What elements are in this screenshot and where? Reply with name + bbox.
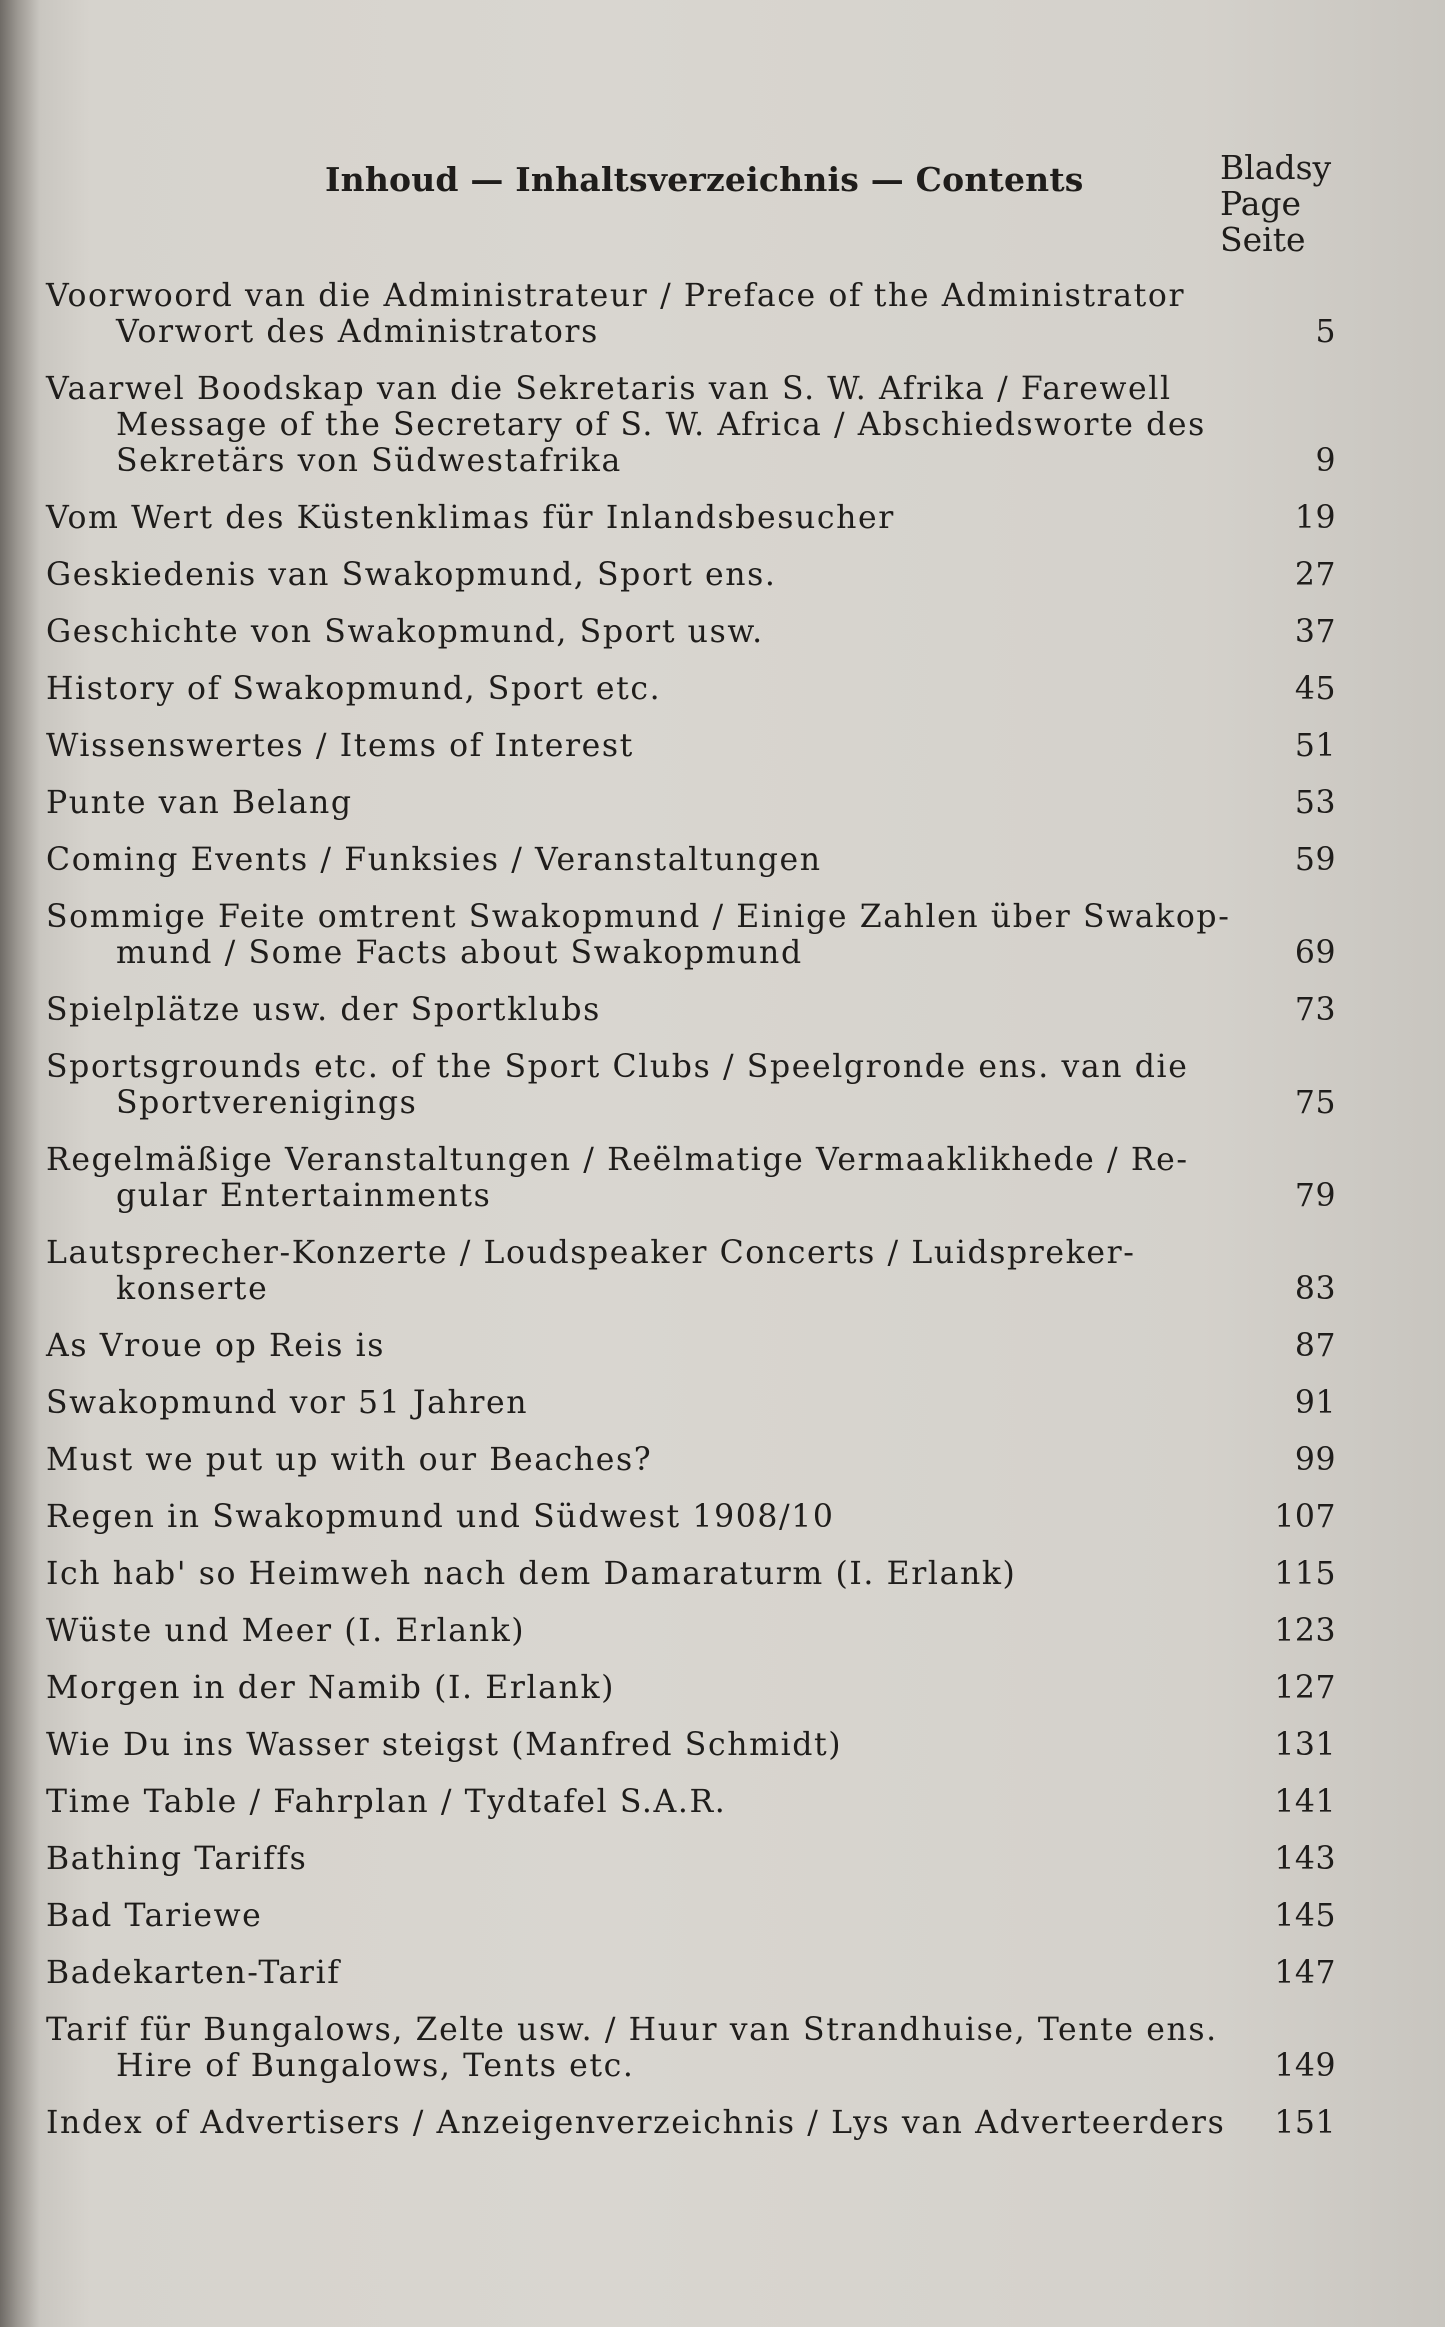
toc-entry-title bbox=[46, 500, 1266, 536]
toc-entry-line: Morgen in der Namib (I. Erlank) bbox=[46, 1670, 616, 1706]
toc-entry bbox=[46, 371, 1336, 479]
toc-entry-line: Geschichte von Swakopmund, Sport usw. bbox=[46, 614, 764, 650]
toc-entry-title bbox=[46, 1670, 1266, 1706]
toc-entry-line: Voorwoord van die Administrateur / Preface of the Administrator bbox=[46, 278, 1186, 314]
toc-entry-line: Bathing Tariffs bbox=[46, 1841, 308, 1877]
toc-entry-line: Must we put up with our Beaches? bbox=[46, 1442, 653, 1478]
toc-entry bbox=[46, 614, 1336, 650]
toc-entry-continuation-line: Message of the Secretary of S. W. Africa / Abschiedsworte des bbox=[116, 407, 1206, 443]
toc-page-number: 5 bbox=[1315, 314, 1336, 350]
toc-entry-line: Regen in Swakopmund und Südwest 1908/10 bbox=[46, 1499, 835, 1535]
toc-entry bbox=[46, 1898, 1336, 1934]
toc-page-number: 69 bbox=[1294, 935, 1336, 971]
toc-entry bbox=[46, 1556, 1336, 1592]
toc-entry-title bbox=[46, 992, 1266, 1028]
toc-page-number: 9 bbox=[1315, 443, 1336, 479]
toc-page-number: 27 bbox=[1294, 557, 1336, 593]
toc-entry-title bbox=[46, 1499, 1266, 1535]
toc-entry-continuation-line: konserte bbox=[116, 1271, 269, 1307]
toc-entry-continuation-line: Vorwort des Administrators bbox=[116, 314, 599, 350]
toc-entry bbox=[46, 500, 1336, 536]
toc-header bbox=[0, 150, 1445, 270]
toc-entry-title bbox=[46, 1556, 1266, 1592]
toc-entry-title bbox=[46, 1898, 1266, 1934]
toc-page-number: 131 bbox=[1274, 1727, 1336, 1763]
toc-entry-title bbox=[46, 1442, 1266, 1478]
toc-entry-title bbox=[46, 1049, 1266, 1121]
toc-page-number: 37 bbox=[1294, 614, 1336, 650]
toc-entry-line: Geskiedenis van Swakopmund, Sport ens. bbox=[46, 557, 777, 593]
toc-entry-line: Ich hab' so Heimweh nach dem Damaraturm (I. Erlank) bbox=[46, 1556, 1017, 1592]
toc-entry-title bbox=[46, 842, 1266, 878]
toc-entry bbox=[46, 899, 1336, 971]
toc-page-number: 45 bbox=[1294, 671, 1336, 707]
toc-entry-continuation-line: mund / Some Facts about Swakopmund bbox=[116, 935, 803, 971]
toc-entry-title bbox=[46, 614, 1266, 650]
toc-entry-line: Vaarwel Boodskap van die Sekretaris van S. W. Afrika / Farewell bbox=[46, 371, 1172, 407]
toc-entry-title bbox=[46, 1784, 1266, 1820]
toc-entry-title bbox=[46, 2105, 1266, 2141]
toc-page-number: 127 bbox=[1274, 1670, 1336, 1706]
toc-entry-line: Regelmäßige Veranstaltungen / Reëlmatige Vermaaklikhede / Re- bbox=[46, 1142, 1189, 1178]
toc-entry bbox=[46, 671, 1336, 707]
toc-entry-line: Tarif für Bungalows, Zelte usw. / Huur van Strandhuise, Tente ens. bbox=[46, 2012, 1218, 2048]
page-label-english: Page bbox=[1220, 184, 1302, 223]
toc-entry bbox=[46, 1235, 1336, 1307]
toc-entry-line: Time Table / Fahrplan / Tydtafel S.A.R. bbox=[46, 1784, 727, 1820]
toc-page-number: 143 bbox=[1274, 1841, 1336, 1877]
toc-entry bbox=[46, 2012, 1336, 2084]
toc-entry-line: As Vroue op Reis is bbox=[46, 1328, 386, 1364]
toc-entry-title bbox=[46, 278, 1266, 350]
toc-entry-line: History of Swakopmund, Sport etc. bbox=[46, 671, 662, 707]
toc-entry-title bbox=[46, 728, 1266, 764]
toc-entry bbox=[46, 992, 1336, 1028]
toc-page-number: 79 bbox=[1294, 1178, 1336, 1214]
toc-page-number: 149 bbox=[1274, 2048, 1336, 2084]
toc-page-number: 73 bbox=[1294, 992, 1336, 1028]
toc-entry-title bbox=[46, 1955, 1266, 1991]
page-column-heading bbox=[1220, 150, 1380, 258]
toc-entry bbox=[46, 842, 1336, 878]
toc-entry-title bbox=[46, 1841, 1266, 1877]
toc-entry bbox=[46, 785, 1336, 821]
toc-page-number: 87 bbox=[1294, 1328, 1336, 1364]
toc-entry-line: Badekarten-Tarif bbox=[46, 1955, 341, 1991]
toc-entry bbox=[46, 557, 1336, 593]
toc-entry-line: Bad Tariewe bbox=[46, 1898, 263, 1934]
toc-entry bbox=[46, 1670, 1336, 1706]
toc-page-number: 83 bbox=[1294, 1271, 1336, 1307]
toc-page-number: 19 bbox=[1294, 500, 1336, 536]
toc-page-number: 115 bbox=[1274, 1556, 1336, 1592]
toc-entry-line: Lautsprecher-Konzerte / Loudspeaker Concerts / Luidspreker- bbox=[46, 1235, 1136, 1271]
toc-entry bbox=[46, 2105, 1336, 2141]
toc-page-number: 107 bbox=[1274, 1499, 1336, 1535]
toc-page-number: 141 bbox=[1274, 1784, 1336, 1820]
toc-entry-line: Punte van Belang bbox=[46, 785, 353, 821]
toc-entry bbox=[46, 1499, 1336, 1535]
toc-page-number: 147 bbox=[1274, 1955, 1336, 1991]
toc-entry bbox=[46, 1613, 1336, 1649]
toc-entry-title bbox=[46, 1328, 1266, 1364]
toc-list bbox=[46, 278, 1336, 2162]
toc-page-number: 75 bbox=[1294, 1085, 1336, 1121]
toc-entry bbox=[46, 1049, 1336, 1121]
toc-entry-continuation-line: Sekretärs von Südwestafrika bbox=[116, 443, 622, 479]
toc-entry-continuation-line: Hire of Bungalows, Tents etc. bbox=[116, 2048, 635, 2084]
toc-entry-line: Wissenswertes / Items of Interest bbox=[46, 728, 634, 764]
toc-entry bbox=[46, 1841, 1336, 1877]
toc-page-number: 91 bbox=[1294, 1385, 1336, 1421]
page-label-afrikaans: Bladsy bbox=[1220, 148, 1332, 187]
toc-page-number: 145 bbox=[1274, 1898, 1336, 1934]
toc-page-number: 53 bbox=[1294, 785, 1336, 821]
toc-entry-title bbox=[46, 1613, 1266, 1649]
toc-entry-line: Vom Wert des Küstenklimas für Inlandsbesucher bbox=[46, 500, 895, 536]
toc-page-number: 59 bbox=[1294, 842, 1336, 878]
toc-entry bbox=[46, 1784, 1336, 1820]
toc-entry-title bbox=[46, 1235, 1266, 1307]
toc-entry-title bbox=[46, 1727, 1266, 1763]
toc-entry-title bbox=[46, 1385, 1266, 1421]
toc-entry bbox=[46, 278, 1336, 350]
toc-entry bbox=[46, 1955, 1336, 1991]
toc-entry-title bbox=[46, 1142, 1266, 1214]
toc-entry-title bbox=[46, 899, 1266, 971]
toc-entry-line: Sommige Feite omtrent Swakopmund / Einige Zahlen über Swakop- bbox=[46, 899, 1231, 935]
toc-entry bbox=[46, 728, 1336, 764]
toc-entry bbox=[46, 1442, 1336, 1478]
page-label-german: Seite bbox=[1220, 220, 1306, 259]
toc-entry-line: Swakopmund vor 51 Jahren bbox=[46, 1385, 529, 1421]
toc-entry bbox=[46, 1727, 1336, 1763]
toc-entry-line: Wie Du ins Wasser steigst (Manfred Schmidt) bbox=[46, 1727, 843, 1763]
toc-entry-title bbox=[46, 2012, 1266, 2084]
toc-page-number: 99 bbox=[1294, 1442, 1336, 1478]
toc-page-number: 123 bbox=[1274, 1613, 1336, 1649]
toc-entry bbox=[46, 1328, 1336, 1364]
toc-entry-continuation-line: gular Entertainments bbox=[116, 1178, 492, 1214]
toc-title: Inhoud — Inhaltsverzeichnis — Contents bbox=[325, 160, 1084, 199]
toc-entry-line: Sportsgrounds etc. of the Sport Clubs / Speelgronde ens. van die bbox=[46, 1049, 1189, 1085]
toc-entry-line: Spielplätze usw. der Sportklubs bbox=[46, 992, 601, 1028]
toc-entry-line: Index of Advertisers / Anzeigenverzeichnis / Lys van Adverteerders bbox=[46, 2105, 1226, 2141]
toc-entry bbox=[46, 1142, 1336, 1214]
toc-entry-line: Coming Events / Funksies / Veranstaltungen bbox=[46, 842, 822, 878]
toc-page-number: 151 bbox=[1274, 2105, 1336, 2141]
toc-entry-title bbox=[46, 785, 1266, 821]
toc-entry-title bbox=[46, 371, 1266, 479]
toc-page-number: 51 bbox=[1294, 728, 1336, 764]
toc-entry-continuation-line: Sportverenigings bbox=[116, 1085, 418, 1121]
toc-entry-title bbox=[46, 671, 1266, 707]
toc-entry-line: Wüste und Meer (I. Erlank) bbox=[46, 1613, 526, 1649]
toc-entry-title bbox=[46, 557, 1266, 593]
toc-entry bbox=[46, 1385, 1336, 1421]
